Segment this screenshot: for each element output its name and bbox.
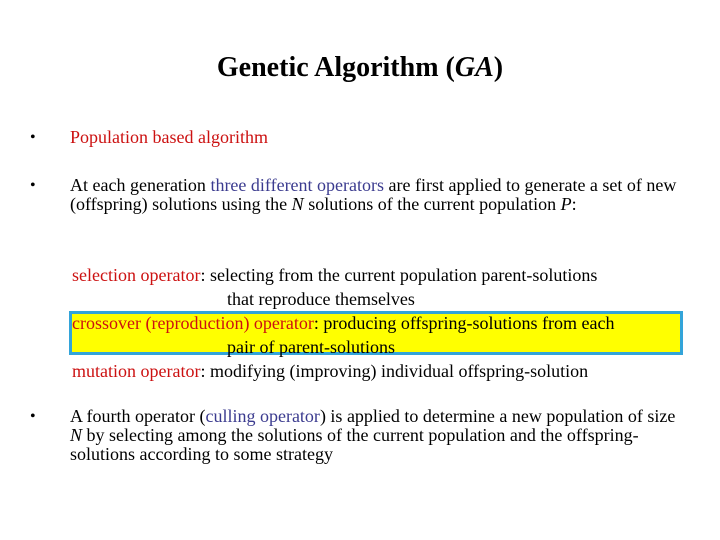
crossover-operator-name: crossover (reproduction) operator [72, 313, 314, 333]
variable-n: N [291, 194, 304, 214]
selection-operator-line: selection operator: selecting from the current population parent-solutions [72, 265, 598, 285]
bullet-text: A fourth operator (culling operator) is applied to determine a new population of size N by selecting among the solutions of the current population and the offspring-solutions according to some strategy [70, 406, 676, 464]
mutation-operator-name: mutation operator [72, 361, 201, 381]
bullet-text: Population based algorithm [70, 127, 268, 147]
selection-operator-name: selection operator [72, 265, 201, 285]
bullet-icon: • [30, 408, 36, 425]
crossover-operator-line: crossover (reproduction) operator: producing offspring-solutions from each [72, 313, 615, 333]
title-close-paren: ) [493, 52, 504, 83]
highlight-three-operators: three different operators [210, 175, 385, 195]
mutation-operator-line: mutation operator: modifying (improving) individual offspring-solution [72, 361, 589, 381]
bullet-icon: • [30, 129, 36, 146]
selection-operator-cont: that reproduce themselves [227, 289, 415, 309]
title-abbreviation: GA [454, 52, 494, 83]
bullet-text: At each generation three different operators are first applied to generate a set of new (offspring) solutions using the N solutions of the current population P: [70, 175, 677, 214]
crossover-operator-cont: pair of parent-solutions [227, 337, 395, 357]
slide-title [0, 49, 720, 87]
highlight-culling-operator: culling operator [205, 406, 320, 426]
variable-p: P [560, 194, 572, 214]
bullet-icon: • [30, 177, 36, 194]
operators-list [72, 263, 615, 383]
variable-n: N [70, 425, 83, 445]
title-text: Genetic Algorithm ( [216, 52, 455, 83]
